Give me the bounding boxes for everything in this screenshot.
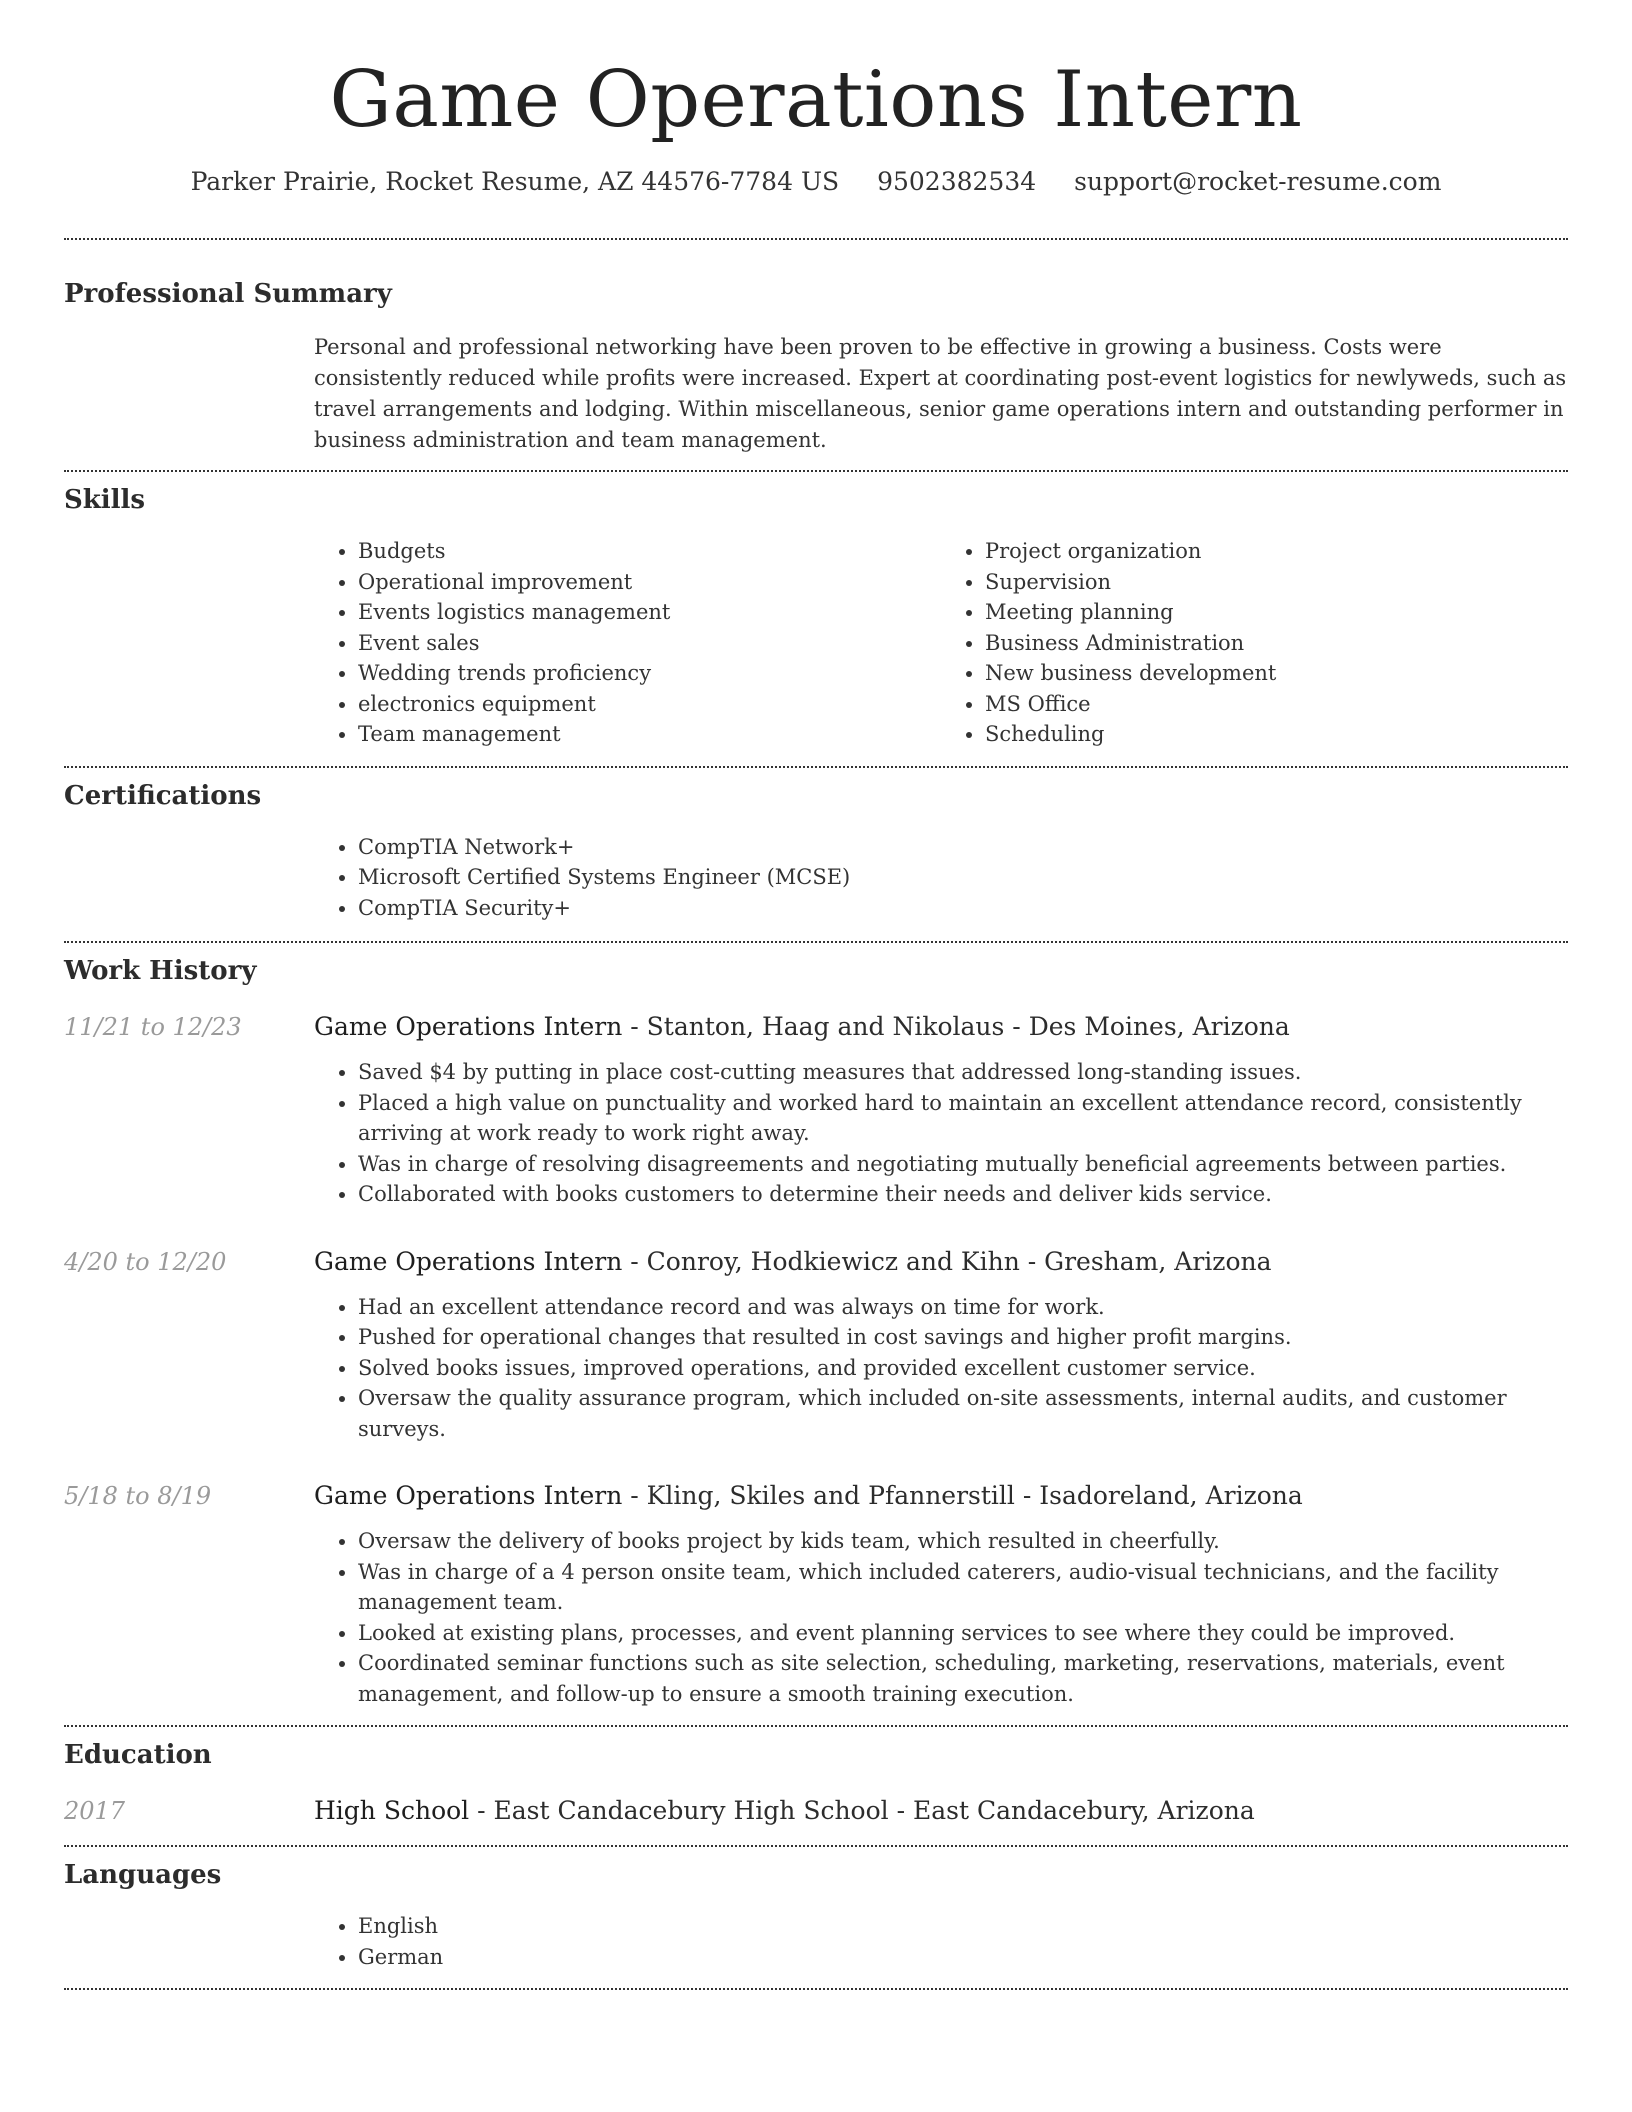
skill-item: • Supervision [985,567,1568,598]
divider [64,1988,1568,1990]
work-section [64,943,1568,1709]
job-employer: - Conroy, Hodkiewicz and Kihn - Gresham, Arizona [622,1246,1272,1276]
job-bullet: • Placed a high value on punctuality and worked hard to maintain an excellent attendance record, consistently arriving at work ready to work right away. [358,1088,1568,1149]
job-role: Game Operations Intern [314,1012,623,1041]
job-bullet: • Pushed for operational changes that resulted in cost savings and higher profit margins. [358,1322,1568,1353]
skill-item: • Operational improvement [358,567,941,598]
job-bullet: • Oversaw the quality assurance program, which included on-site assessments, internal audits, and customer surveys. [358,1383,1568,1444]
job-title [314,1478,1568,1514]
contact-address: Parker Prairie, Rocket Resume, AZ 44576-7784 US [190,167,840,196]
skills-section [64,472,1568,750]
job-bullet: • Solved books issues, improved operations, and provided excellent customer service. [358,1353,1568,1384]
resume-page [64,0,1568,1990]
skill-item: • Project organization [985,536,1568,567]
education-entry [64,1793,1568,1829]
skill-item: • Budgets [358,536,941,567]
summary-text: Personal and professional networking have been proven to be effective in growing a business. Costs were consistently reduced while profits were increased. Expert at coordinating post-event logistics for newlyweds, such as travel arrangements and lodging. Within miscellaneous, senior game operations intern and outstanding performer in business administration and team management. [314,335,1567,452]
contact-line [64,164,1568,200]
skill-item: • New business development [985,658,1568,689]
job-employer: - Kling, Skiles and Pfannerstill - Isadoreland, Arizona [622,1481,1303,1510]
contact-email: support@rocket-resume.com [1074,167,1442,196]
job-dates: 5/18 to 8/19 [64,1482,212,1510]
education-title [314,1793,1568,1829]
job-bullets [314,1526,1568,1709]
education-heading: Education [64,1740,212,1770]
education-section [64,1727,1568,1829]
skill-item: • Meeting planning [985,597,1568,628]
summary-heading: Professional Summary [64,279,392,309]
job-bullet: • Oversaw the delivery of books project by kids team, which resulted in cheerfully. [358,1526,1568,1557]
job-entry [64,1244,1568,1445]
job-bullets [314,1057,1568,1210]
skill-item: • MS Office [985,689,1568,720]
skill-item: • Scheduling [985,719,1568,750]
skills-list-left [314,536,941,750]
languages-section [64,1847,1568,1972]
languages-heading: Languages [64,1860,222,1890]
certification-item: • Microsoft Certified Systems Engineer (MCSE) [358,862,1568,893]
skills-list-right [941,536,1568,750]
job-bullet: • Coordinated seminar functions such as site selection, scheduling, marketing, reservations, materials, event management, and follow-up to ensure a smooth training execution. [358,1648,1568,1709]
skill-item: • Event sales [358,628,941,659]
work-heading: Work History [64,956,257,986]
skill-item: • Team management [358,719,941,750]
job-bullet: • Looked at existing plans, processes, and event planning services to see where they could be improved. [358,1618,1568,1649]
resume-title: Game Operations Intern [329,55,1303,145]
languages-list [314,1911,1568,1972]
job-employer: - Stanton, Haag and Nikolaus - Des Moines, Arizona [622,1012,1290,1041]
skill-item: • Wedding trends proficiency [358,658,941,689]
contact-phone: 9502382534 [877,167,1037,196]
job-bullets [314,1292,1568,1445]
job-role: Game Operations Intern [314,1246,623,1276]
job-dates: 4/20 to 12/20 [64,1247,227,1276]
skill-item: • electronics equipment [358,689,941,720]
skill-item: • Business Administration [985,628,1568,659]
certification-item: • CompTIA Security+ [358,893,1568,924]
skills-heading: Skills [64,485,146,515]
certification-item: • CompTIA Network+ [358,832,1568,863]
job-title [314,1244,1568,1280]
job-bullet: • Was in charge of resolving disagreements and negotiating mutually beneficial agreements between parties. [358,1149,1568,1180]
certifications-section [64,768,1568,924]
job-title [314,1009,1568,1045]
education-school: - East Candacebury High School - East Candacebury, Arizona [469,1796,1255,1825]
education-degree: High School [314,1796,470,1825]
job-entry [64,1009,1568,1210]
job-entry [64,1478,1568,1709]
job-role: Game Operations Intern [314,1481,623,1510]
language-item: • English [358,1911,1568,1942]
education-year: 2017 [64,1797,126,1825]
job-bullet: • Had an excellent attendance record and was always on time for work. [358,1292,1568,1323]
skill-item: • Events logistics management [358,597,941,628]
certifications-heading: Certifications [64,780,262,811]
job-dates: 11/21 to 12/23 [64,1013,242,1041]
job-bullet: • Collaborated with books customers to determine their needs and deliver kids service. [358,1179,1568,1210]
certifications-list [314,832,1568,924]
job-bullet: • Was in charge of a 4 person onsite team, which included caterers, audio-visual technicians, and the facility management team. [358,1557,1568,1618]
language-item: • German [358,1942,1568,1973]
job-bullet: • Saved $4 by putting in place cost-cutting measures that addressed long-standing issues. [358,1057,1568,1088]
summary-section [64,240,1568,456]
